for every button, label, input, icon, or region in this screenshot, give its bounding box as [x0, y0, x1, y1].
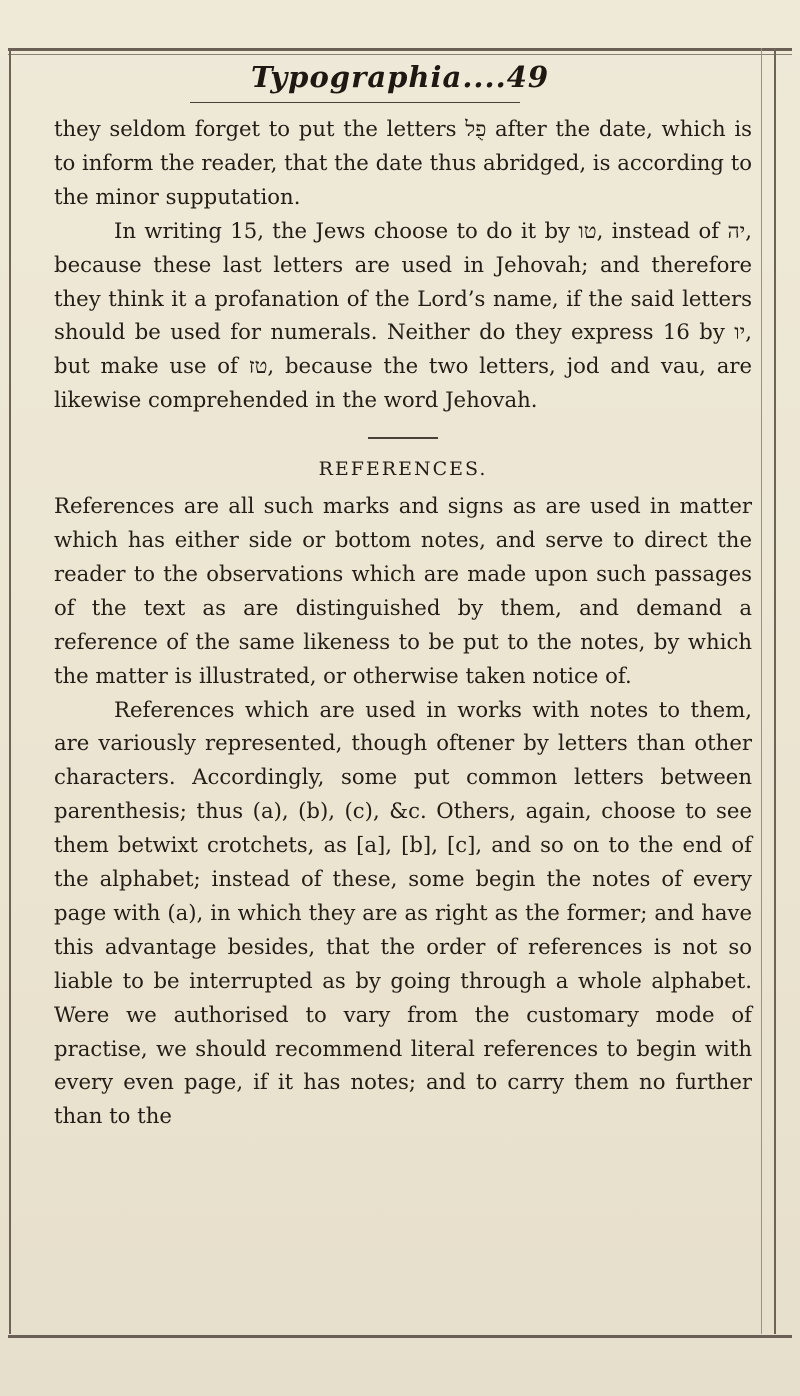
frame-right-rule-thin [761, 48, 762, 1334]
section-divider [368, 437, 438, 439]
frame-left-rule [9, 48, 11, 1334]
paragraph-3: References are all such marks and signs as are used in matter which has either side or bottom notes, and serve to direct the reader to the observations which are made upon such passages of the text as are distinguished by them, and demand a reference of the same likeness to be put to the notes, by which the matter is illustrated, or otherwise taken notice of. [54, 493, 752, 688]
running-header: Typographia....49 [250, 60, 550, 94]
section-title: REFERENCES. [318, 458, 488, 481]
frame-bottom-rule [8, 1335, 792, 1338]
header-rule [190, 102, 520, 103]
paragraph-4: References which are used in works with notes to them, are variously represented, though oftener by letters than other characters. Accordingly, some put common letters between parenthesis; thus (a), (b), (c), &c. Others, again, choose to see them betwixt crotchets, as [a], [b], [c], and so on to the end of the alphabet; instead of these, some begin the notes of every page with (a), in which they are as right as the former; and have this advantage besides, that the order of references is not so liable to be interrupted as by going through a whole alphabet. Were we authorised to vary from the customary mode of practise, we should recommend literal references to begin with every even page, if it has notes; and to carry them no further than to the [54, 696, 752, 1129]
paragraph-2: In writing 15, the Jews choose to do it by טו, instead of יה, because these last letters are used in Jehovah; and therefore they think it a profanation of the Lord’s name, if the said letters should be used for numerals. Neither do they express 16 by יו, but make use of טז, because the two letters, jod and vau, are likewise comprehended in the word Jehovah. [54, 217, 752, 413]
body-text [54, 112, 752, 1133]
frame-top-rule-thin [8, 54, 792, 55]
paragraph-1: they seldom forget to put the letters פֻל after the date, which is to inform the reader, that the date thus abridged, is according to the minor supputation. [54, 116, 753, 209]
frame-right-rule [774, 48, 776, 1334]
frame-top-rule [8, 48, 792, 51]
